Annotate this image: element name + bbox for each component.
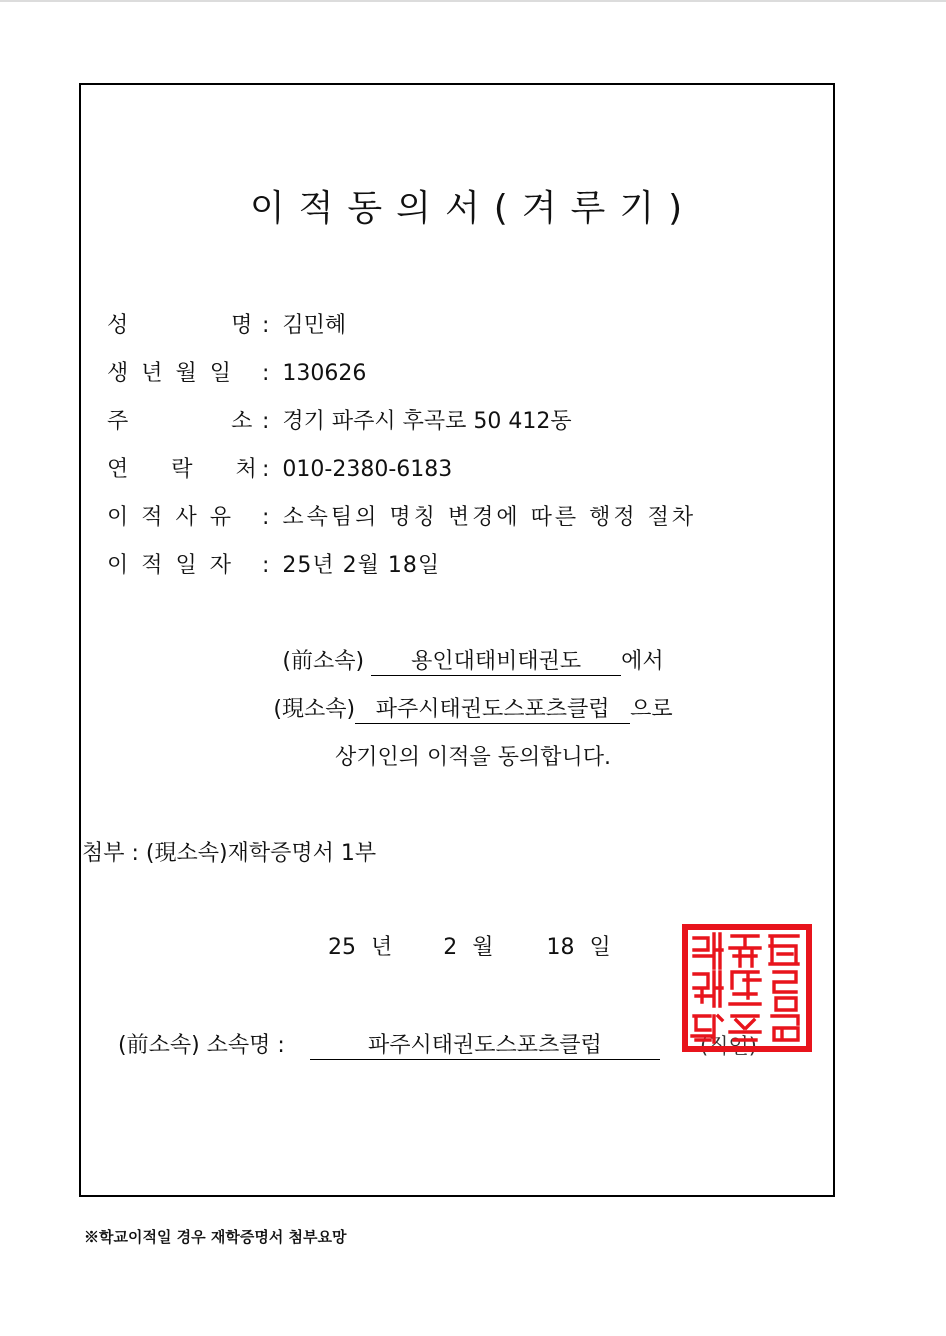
date-year-unit: 년	[371, 935, 393, 960]
field-label: 연 락 처	[107, 457, 260, 482]
field-label: 생 년 월 일	[107, 361, 234, 386]
consent-previous-line	[0, 644, 946, 676]
field-address: 주 소 : 경기 파주시 후곡로 50 412동	[107, 404, 572, 435]
previous-team-suffix: 에서	[621, 649, 664, 674]
date-day: 18	[546, 935, 575, 960]
top-divider	[0, 0, 946, 2]
field-value: 경기 파주시 후곡로 50 412동	[282, 409, 572, 434]
field-value: 소속팀의 명칭 변경에 따른 행정 절차	[282, 505, 697, 530]
current-team-label: (現소속)	[273, 697, 356, 722]
stamp-placeholder-label: (직인)	[700, 1034, 757, 1058]
attachment-note: 첨부 : (現소속)재학증명서 1부	[82, 841, 377, 866]
field-value: 25년 2월 18일	[282, 553, 441, 578]
date-day-unit: 일	[589, 935, 611, 960]
field-label: 이 적 사 유	[107, 505, 234, 530]
field-label: 성 명	[107, 313, 256, 338]
field-value: 130626	[282, 361, 367, 386]
field-transfer-date: 이 적 일 자 : 25년 2월 18일	[107, 548, 440, 579]
field-label: 주 소	[107, 409, 256, 434]
signature-team-name: 파주시태권도스포츠클럽	[310, 1033, 660, 1060]
consent-statement: 상기인의 이적을 동의합니다.	[334, 745, 611, 770]
official-seal	[682, 924, 812, 1052]
previous-team-label: (前소속)	[282, 649, 365, 674]
field-name: 성 명 : 김민혜	[107, 308, 346, 339]
signature-label: (前소속) 소속명 :	[118, 1033, 285, 1058]
consent-current-line	[0, 692, 946, 724]
signature-line	[118, 1028, 660, 1060]
signature-date	[328, 930, 611, 961]
current-team-suffix: 으로	[630, 697, 673, 722]
date-month: 2	[443, 935, 458, 960]
footnote: ※학교이적일 경우 재학증명서 첨부요망	[84, 1228, 347, 1246]
field-value: 010-2380-6183	[282, 457, 453, 482]
field-reason: 이 적 사 유 : 소속팀의 명칭 변경에 따른 행정 절차	[107, 500, 696, 531]
previous-team-name: 용인대태비태권도	[371, 649, 621, 676]
current-team-name: 파주시태권도스포츠클럽	[355, 697, 630, 724]
field-contact: 연 락 처 : 010-2380-6183	[107, 452, 452, 483]
field-label: 이 적 일 자	[107, 553, 234, 578]
field-value: 김민혜	[282, 313, 347, 338]
date-year: 25	[328, 935, 356, 960]
date-month-unit: 월	[472, 935, 494, 960]
document-title: 이적동의서(겨루기)	[249, 188, 697, 229]
field-birthdate: 생 년 월 일 : 130626	[107, 356, 366, 387]
